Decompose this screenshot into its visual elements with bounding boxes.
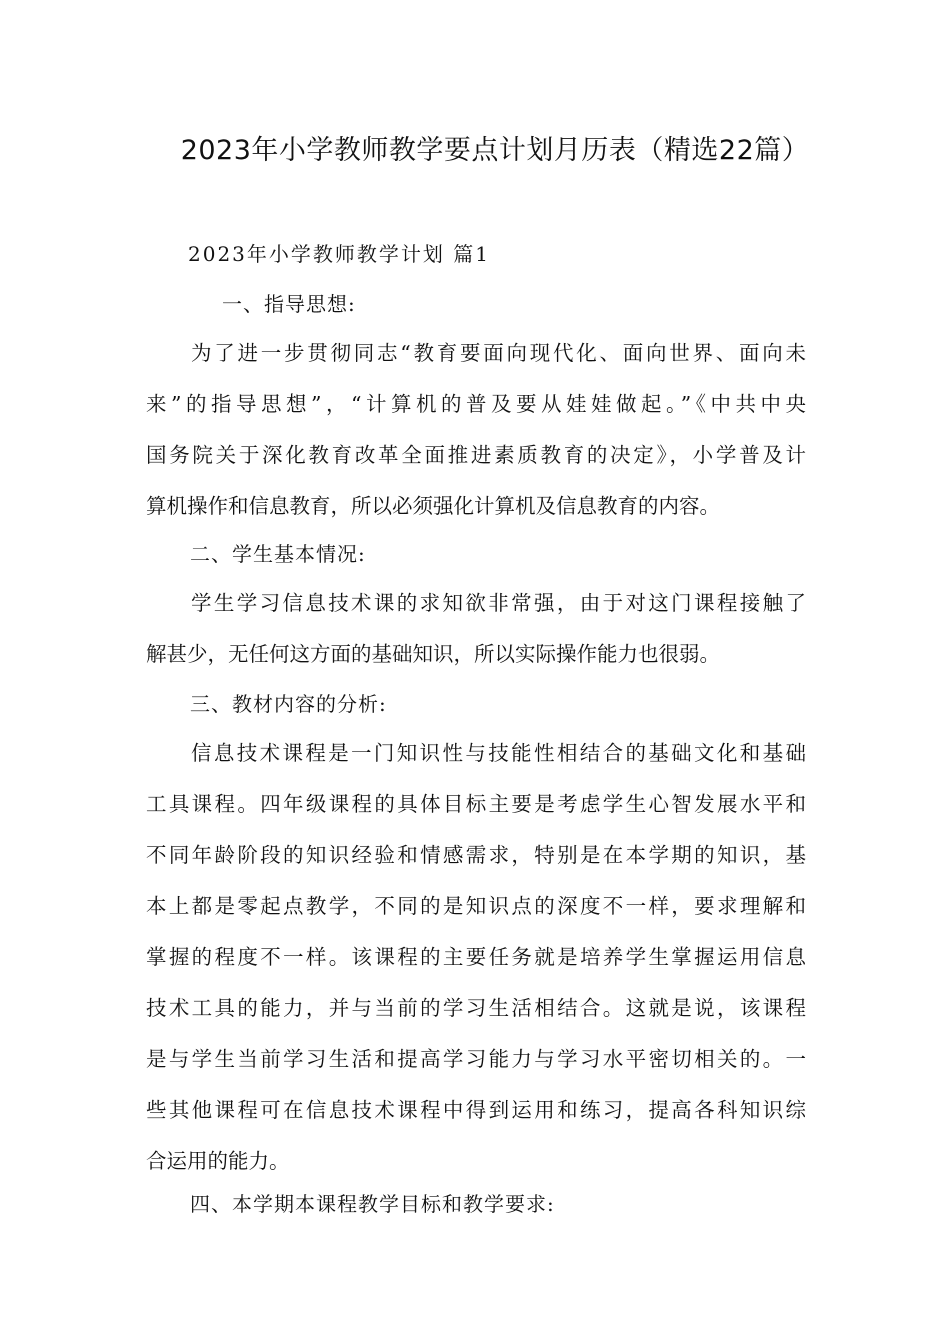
paragraph-line: 合运用的能力。 [146,1149,290,1173]
paragraph-line: 本上都是零起点教学，不同的是知识点的深度不一样，要求理解和 [146,894,806,918]
section-paragraph-2 [146,578,806,680]
paragraph-line: 信息技术课程是一门知识性与技能性相结合的基础文化和基础 [191,741,806,765]
section-heading-4: 四、本学期本课程教学目标和教学要求: [190,1192,555,1216]
document-title: 2023年小学教师教学要点计划月历表（精选22篇） [180,135,810,166]
paragraph-line: 些其他课程可在信息技术课程中得到运用和练习，提高各科知识综 [146,1098,806,1122]
section-heading-3: 三、教材内容的分析: [190,692,387,716]
section-subtitle: 2023年小学教师教学计划 篇1 [188,242,490,266]
paragraph-line: 工具课程。四年级课程的具体目标主要是考虑学生心智发展水平和 [146,792,806,816]
section-heading-2: 二、学生基本情况: [190,542,366,566]
paragraph-line: 技术工具的能力，并与当前的学习生活相结合。这就是说，该课程 [146,996,806,1020]
section-paragraph-3 [146,728,806,1187]
paragraph-line: 国务院关于深化教育改革全面推进素质教育的决定》，小学普及计 [146,443,806,467]
paragraph-line: 算机操作和信息教育，所以必须强化计算机及信息教育的内容。 [146,494,720,518]
section-heading-1: 一、指导思想: [222,292,356,316]
section-paragraph-1 [146,328,806,532]
paragraph-line: 来”的指导思想”，“计算机的普及要从娃娃做起。”《中共中央 [146,392,806,416]
paragraph-line: 掌握的程度不一样。该课程的主要任务就是培养学生掌握运用信息 [146,945,806,969]
paragraph-line: 学生学习信息技术课的求知欲非常强，由于对这门课程接触了 [191,591,806,615]
paragraph-line: 为了进一步贯彻同志“教育要面向现代化、面向世界、面向未 [191,341,806,365]
paragraph-line: 解甚少，无任何这方面的基础知识，所以实际操作能力也很弱。 [146,642,720,666]
paragraph-line: 不同年龄阶段的知识经验和情感需求，特别是在本学期的知识，基 [146,843,806,867]
paragraph-line: 是与学生当前学习生活和提高学习能力与学习水平密切相关的。一 [146,1047,806,1071]
